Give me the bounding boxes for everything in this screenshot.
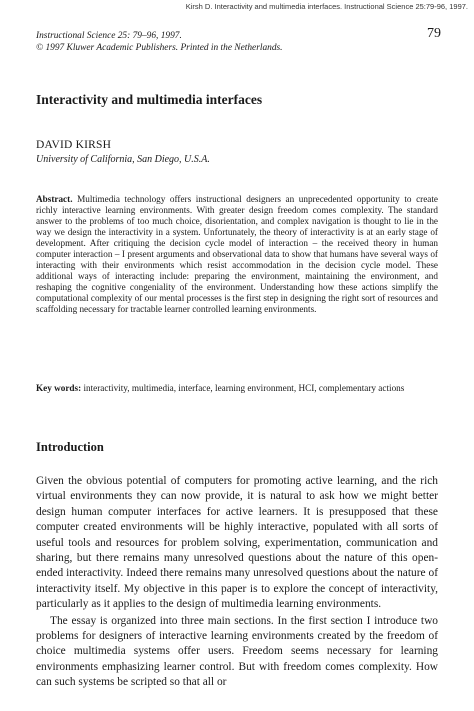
paper-title: Interactivity and multimedia interfaces <box>36 92 263 107</box>
abstract <box>36 194 438 316</box>
journal-citation: Instructional Science 25: 79–96, 1997. <box>36 31 182 41</box>
keywords <box>36 383 438 394</box>
paragraph: Given the obvious potential of computers for promoting active learning, and the rich virtual environments they can now provide, it is natural to ask how we might better design human computer interfaces for active learners. It is presupposed that these computer created environments will be highly interactive, populated with all sorts of useful tools and resources for problem solving, experimentation, communication and sharing, but there remains many unresolved questions about the nature of this open-ended interactivity. Indeed there remains many unresolved questions about the nature of interactivity itself. My objective in this paper is to explore the concept of interactivity, particularly as it applies to the design of multimedia learning environments. <box>36 475 438 611</box>
publication-info <box>36 30 283 54</box>
keywords-text: interactivity, multimedia, interface, learning environment, HCI, complementary actions <box>83 383 405 393</box>
copyright-line: © 1997 Kluwer Academic Publishers. Printed in the Netherlands. <box>36 43 283 53</box>
keywords-label: Key words: <box>36 383 82 393</box>
paragraph: The essay is organized into three main sections. In the first section I introduce two problems for designers of interactive learning environments created by the freedom of choice multimedia systems offer users. Freedom seems necessary for learning environments emphasizing learner control. But with freedom comes complexity. How can such systems be scripted so that all or <box>36 614 438 689</box>
section-heading-introduction: Introduction <box>36 440 104 454</box>
abstract-text: Multimedia technology offers instructional designers an unprecedented opportunity to create richly interactive learning environments. With greater design freedom comes complexity. The standard answer to the problems of too much choice, disorientation, and complex navigation is thought to lie in the way we design the interactivity in a system. Unfortunately, the theory of interactivity is at an early stage of development. After critiquing the decision cycle model of interaction – the received theory in human computer interaction – I present arguments and observational data to show that humans have several ways of interacting with their environments which resist accommodation in the decision cycle model. These additional ways of interacting include: preparing the environment, maintaining the environment, and reshaping the cognitive congeniality of the environment. Understanding how these actions simplify the computational complexity of our mental processes is the first step in designing the right sort of resources and scaffolding necessary for tractable learner controlled learning environments. <box>36 194 438 315</box>
body-text <box>36 474 438 691</box>
page-number: 79 <box>427 26 441 41</box>
author-name: DAVID KIRSH <box>36 139 112 151</box>
abstract-label: Abstract. <box>36 194 73 204</box>
author-affiliation: University of California, San Diego, U.S.A. <box>36 154 210 165</box>
running-header: Kirsh D. Interactivity and multimedia interfaces. Instructional Science 25:79-96, 1997. <box>185 2 468 11</box>
